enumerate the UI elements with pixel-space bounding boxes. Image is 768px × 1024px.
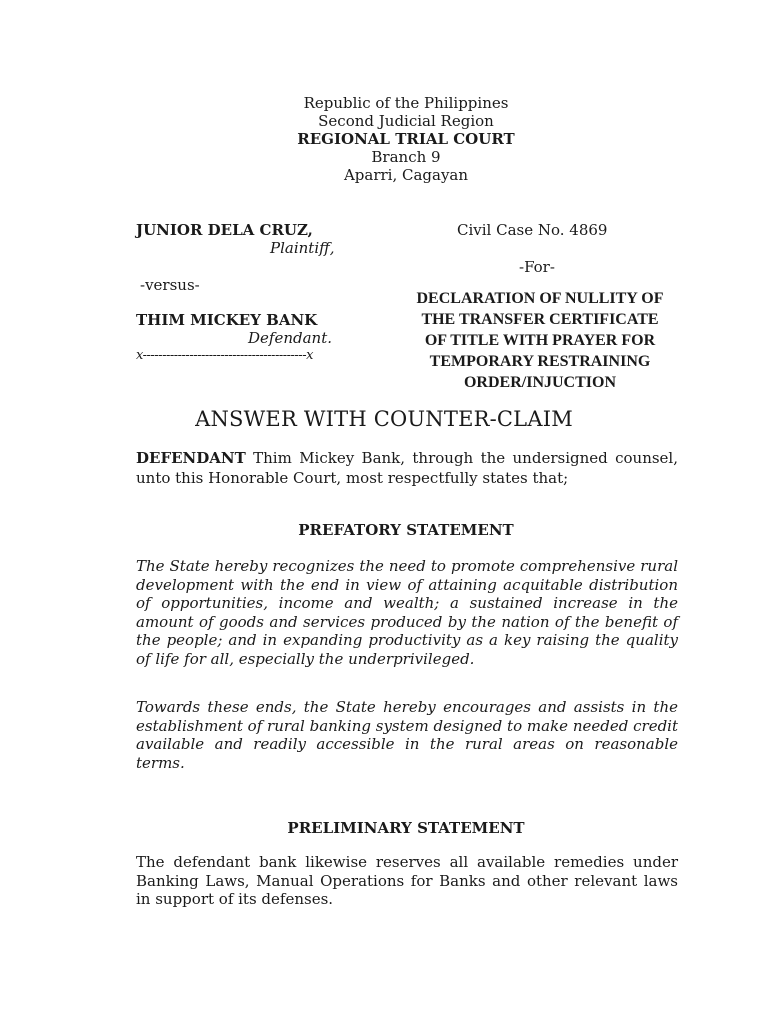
header-court: REGIONAL TRIAL COURT (297, 130, 515, 148)
intro-paragraph (136, 448, 678, 488)
caption-separator: x------------------------------------------x (136, 348, 313, 363)
case-nature-line-3: OF TITLE WITH PRAYER FOR (424, 332, 656, 349)
prefatory-heading: PREFATORY STATEMENT (298, 521, 514, 539)
case-nature-line-2: THE TRANSFER CERTIFICATE (421, 311, 659, 328)
defendant-role: Defendant. (248, 329, 332, 347)
case-nature (398, 288, 682, 393)
prefatory-paragraph-2: Towards these ends, the State hereby encourages and assists in the establishment of rural banking system designed to make needed credit available and readily accessible in the rural areas on reasonable terms. (136, 698, 678, 772)
case-number: Civil Case No. 4869 (457, 221, 608, 239)
preliminary-paragraph-1: The defendant bank likewise reserves all available remedies under Banking Laws, Manual Operations for Banks and other relevant laws in support of its defenses. (136, 853, 678, 908)
header-region: Second Judicial Region (318, 112, 494, 130)
header-location: Aparri, Cagayan (343, 166, 469, 184)
intro-lead: DEFENDANT (136, 449, 246, 467)
for-label: -For- (519, 258, 555, 276)
header-branch: Branch 9 (371, 148, 441, 166)
case-nature-line-4: TEMPORARY RESTRAINING (429, 353, 651, 370)
plaintiff-role: Plaintiff, (270, 239, 335, 257)
preliminary-heading: PRELIMINARY STATEMENT (287, 819, 525, 837)
header-republic: Republic of the Philippines (303, 94, 509, 112)
defendant-name: THIM MICKEY BANK (136, 311, 318, 329)
intro-text: Thim Mickey Bank, through the undersigned counsel, unto this Honorable Court, most respectfully states that; (136, 449, 678, 487)
plaintiff-name: JUNIOR DELA CRUZ, (136, 221, 313, 239)
document-title: ANSWER WITH COUNTER-CLAIM (195, 407, 573, 431)
prefatory-paragraph-1: The State hereby recognizes the need to promote comprehensive rural development with the end in view of attaining acquitable distribution of opportunities, income and wealth; a sustained increase in the amount of goods and services produced by the nation of the benefit of the people; and in expanding productivity as a key raising the quality of life for all, especially the underprivileged. (136, 557, 678, 668)
versus-label: -versus- (140, 276, 200, 294)
case-nature-line-5: ORDER/INJUCTION (463, 374, 616, 391)
case-nature-line-1: DECLARATION OF NULLITY OF (416, 290, 664, 307)
